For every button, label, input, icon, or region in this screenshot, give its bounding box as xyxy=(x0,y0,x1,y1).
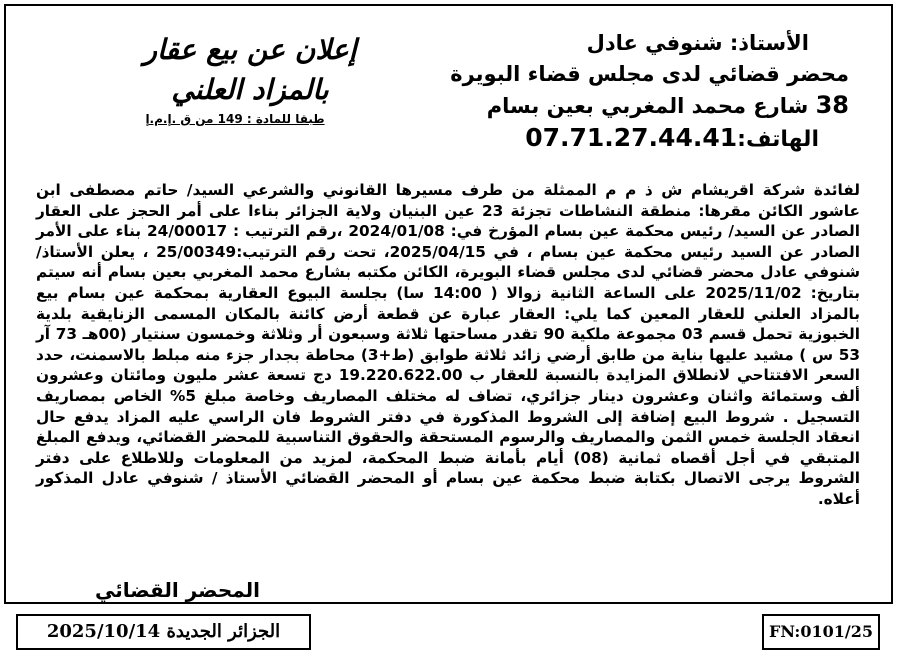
bailiff-phone xyxy=(450,122,819,155)
title-line-2: بالمزاد العلني xyxy=(171,73,329,106)
notice-body: لفائدة شركة اقريشام ش ذ م م الممثلة من طرف مسيرها القانوني والشرعي السيد/ حاتم مصطفى ابن عاشور الكائن مقرها: منطقة النشاطات تجزئة 23 عين البنيان ولاية الجزائر بناءا على أمر الحجز على العقار الصادر عن السيد/ رئيس محكمة عين بسام المؤرخ في: 2024/01/08 ،رقم الترتيب : 24/00017 بناء على الأمر الصادر عن السيد رئيس محكمة عين بسام ، في 2025/04/15، تحت رقم الترتيب:25/00349 ، يعلن الأستاذ/ شنوفي عادل محضر قضائي لدى مجلس قضاء البويرة، الكائن مكتبه بشارع محمد المغربي بعين بسام أنه سيتم بتاريخ: 2025/11/02 على الساعة الثانية زوالا ( 14:00 سا) بجلسة البيوع العقارية بمحكمة عين بسام بيع بالمزاد العلني للعقار المعين كما يلي: العقار عبارة عن قطعة أرض كائنة بالمكان المسمى الزنايقية بلدية الخبوزية تحمل قسم 03 مجموعة ملكية 90 تقدر مساحتها ثلاثة وسبعون أر وثلاثة وخمسون سنتيار (00هـ 73 آر 53 س ) مشيد عليها بناية من طابق أرضي زائد ثلاثة طوابق (ط+3) محاطة بجدار جزء منه مبلط بالاسمنت، حدد السعر الافتتاحي لانطلاق المزايدة بالنسبة للعقار ب 19.220.622.00 دج تسعة عشر مليون ومائتان وعشرون ألف وستمائة واثنان وعشرون دينار جزائري، تضاف له مختلف المصاريف وخاصة مبلغ 5% الخاص بمصاريف التسجيل . شروط البيع إضافة إلى الشروط المذكورة في دفتر الشروط فان الراسي عليه المزاد يدفع حال انعقاد الجلسة خمس الثمن والمصاريف والرسوم المستحقة والحقوق التناسبية للمحضر القضائي، ويدفع المبلغ المتبقي في أجل أقصاه ثمانية (08) أيام بأمانة ضبط المحكمة، لمزيد من المعلومات وللاطلاع على دفتر الشروط يرجى الاتصال بكتابة ضبط محكمة عين بسام أو المحضر القضائي الأستاذ / شنوفي عادل المذكور أعلاه. xyxy=(36,181,861,508)
address-number: 38 xyxy=(815,91,849,119)
bailiff-address xyxy=(450,90,849,122)
address-text: شارع محمد المغربي بعين بسام xyxy=(486,94,809,118)
bailiff-role: محضر قضائي لدى مجلس قضاء البويرة xyxy=(450,62,849,86)
title-line-1: إعلان عن بيع عقار xyxy=(143,33,357,66)
notice-title xyxy=(120,30,380,110)
publication-date-box: الجزائر الجديدة 2025/10/14 xyxy=(16,614,311,650)
phone-label: الهاتف: xyxy=(737,127,819,152)
file-number-box: FN:0101/25 xyxy=(762,614,880,650)
bailiff-header xyxy=(450,28,849,155)
legal-reference: طبقا للمادة : 149 من ق .إ.م.إ xyxy=(145,112,325,126)
bailiff-name: الأستاذ: شنوفي عادل xyxy=(586,31,809,55)
phone-number: 07.71.27.44.41 xyxy=(525,123,738,152)
signature-label: المحضر القضائي xyxy=(95,578,261,602)
